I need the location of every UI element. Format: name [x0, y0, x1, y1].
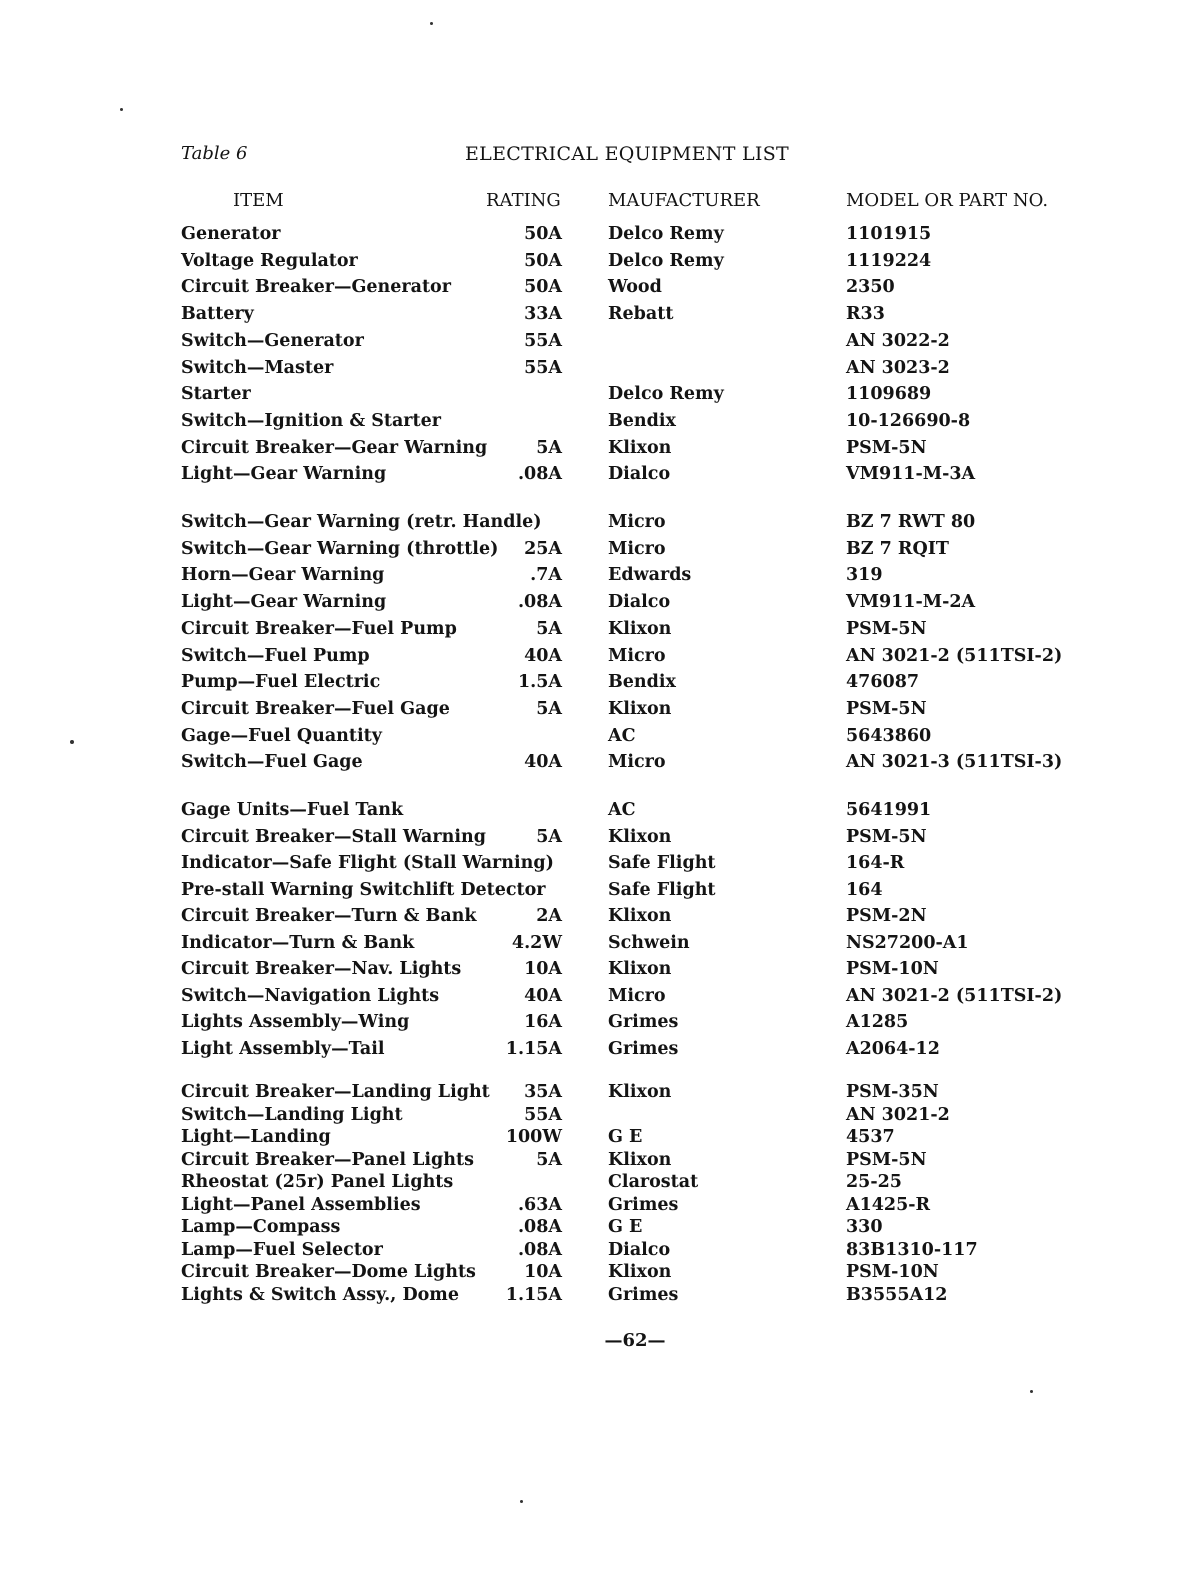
table-row: [0, 959, 1198, 983]
table-row: [0, 800, 1198, 824]
scan-speck: [120, 108, 123, 111]
item-name: Lamp—Compass: [181, 1217, 341, 1237]
item-manufacturer: Klixon: [608, 826, 672, 847]
item-model: AN 3021-3 (511TSI-3): [846, 752, 1063, 773]
item-manufacturer: G E: [608, 1217, 643, 1237]
item-manufacturer: Micro: [608, 752, 666, 773]
table-row: [0, 853, 1198, 877]
item-name: Circuit Breaker—Generator: [181, 277, 451, 298]
table-row: [0, 1195, 1198, 1219]
item-model: A1425-R: [846, 1194, 931, 1215]
item-model: PSM-5N: [846, 698, 927, 719]
table-title: ELECTRICAL EQUIPMENT LIST: [465, 143, 790, 165]
table-row: [0, 1105, 1198, 1129]
item-model: PSM-5N: [846, 437, 927, 458]
column-header-item: ITEM: [233, 190, 284, 211]
item-manufacturer: Edwards: [608, 565, 692, 586]
item-model: AN 3021-2 (511TSI-2): [846, 645, 1063, 666]
item-manufacturer: Grimes: [608, 1194, 679, 1215]
item-manufacturer: Delco Remy: [608, 250, 724, 271]
table-caption: Table 6: [181, 143, 248, 164]
item-model: 330: [846, 1217, 883, 1237]
item-rating: .08A: [517, 1217, 562, 1237]
item-model: A1285: [846, 1012, 909, 1032]
item-model: PSM-10N: [846, 959, 939, 979]
item-name: Switch—Navigation Lights: [181, 985, 440, 1006]
item-model: 2350: [846, 277, 895, 298]
item-name: Light—Gear Warning: [181, 592, 387, 613]
item-manufacturer: Klixon: [608, 618, 672, 639]
item-manufacturer: Delco Remy: [608, 384, 724, 405]
item-name: Light Assembly—Tail: [181, 1038, 385, 1059]
item-rating: 2A: [536, 906, 562, 926]
item-name: Pump—Fuel Electric: [181, 672, 381, 693]
table-row: [0, 827, 1198, 851]
item-rating: .63A: [517, 1194, 562, 1215]
item-model: NS27200-A1: [846, 932, 969, 953]
item-manufacturer: AC: [608, 800, 636, 820]
item-model: AN 3022-2: [846, 330, 950, 351]
item-rating: 10A: [524, 1262, 562, 1282]
item-rating: .08A: [517, 464, 562, 485]
item-model: PSM-35N: [846, 1082, 939, 1102]
table-row: [0, 752, 1198, 776]
item-name: Light—Landing: [181, 1127, 331, 1147]
item-model: AN 3021-2: [846, 1104, 950, 1125]
item-manufacturer: Micro: [608, 512, 666, 532]
item-name: Light—Gear Warning: [181, 464, 387, 485]
item-name: Switch—Generator: [181, 330, 364, 351]
item-name: Switch—Master: [181, 357, 334, 378]
column-header-manufacturer: MAUFACTURER: [608, 190, 760, 211]
item-name: Gage Units—Fuel Tank: [181, 800, 404, 820]
item-manufacturer: Safe Flight: [608, 853, 716, 873]
item-rating: 16A: [524, 1012, 562, 1032]
item-name: Circuit Breaker—Panel Lights: [181, 1149, 474, 1170]
table-row: [0, 726, 1198, 750]
table-row: [0, 304, 1198, 328]
table-row: [0, 1240, 1198, 1264]
item-name: Circuit Breaker—Fuel Pump: [181, 618, 457, 639]
item-manufacturer: Micro: [608, 538, 666, 559]
item-name: Indicator—Safe Flight (Stall Warning): [181, 853, 554, 873]
table-row: [0, 1012, 1198, 1036]
item-model: 25-25: [846, 1172, 902, 1192]
item-model: PSM-10N: [846, 1262, 939, 1282]
table-row: [0, 1262, 1198, 1286]
item-name: Circuit Breaker—Fuel Gage: [181, 698, 450, 719]
item-model: PSM-5N: [846, 826, 927, 847]
item-model: 164-R: [846, 853, 905, 873]
item-name: Circuit Breaker—Stall Warning: [181, 826, 486, 847]
table-row: [0, 224, 1198, 248]
item-model: 164: [846, 879, 883, 900]
item-model: PSM-5N: [846, 1149, 927, 1170]
page-number: —62—: [604, 1330, 666, 1351]
table-row: [0, 438, 1198, 462]
table-row: [0, 565, 1198, 589]
item-rating: 5A: [536, 618, 562, 639]
item-rating: 25A: [524, 538, 562, 559]
column-header-model: MODEL OR PART NO.: [846, 190, 1049, 211]
item-model: BZ 7 RQIT: [846, 538, 949, 559]
item-name: Voltage Regulator: [181, 250, 358, 271]
table-row: [0, 1285, 1198, 1309]
table-row: [0, 933, 1198, 957]
item-manufacturer: Grimes: [608, 1284, 679, 1305]
table-row: [0, 1127, 1198, 1151]
item-name: Circuit Breaker—Landing Light: [181, 1082, 490, 1102]
item-name: Lamp—Fuel Selector: [181, 1239, 383, 1260]
item-name: Circuit Breaker—Gear Warning: [181, 437, 488, 458]
table-row: [0, 277, 1198, 301]
table-row: [0, 619, 1198, 643]
item-rating: 10A: [524, 959, 562, 979]
item-manufacturer: Klixon: [608, 959, 672, 979]
item-manufacturer: Klixon: [608, 1082, 672, 1102]
table-row: [0, 512, 1198, 536]
table-row: [0, 1082, 1198, 1106]
item-rating: 50A: [524, 277, 562, 298]
item-name: Rheostat (25r) Panel Lights: [181, 1172, 454, 1192]
item-rating: 35A: [524, 1082, 562, 1102]
table-row: [0, 251, 1198, 275]
item-manufacturer: Delco Remy: [608, 224, 724, 244]
table-row: [0, 1039, 1198, 1063]
item-manufacturer: G E: [608, 1127, 643, 1147]
item-manufacturer: Klixon: [608, 1262, 672, 1282]
table-row: [0, 986, 1198, 1010]
table-row: [0, 906, 1198, 930]
table-row: [0, 331, 1198, 355]
item-rating: 1.5A: [517, 672, 562, 693]
item-model: A2064-12: [846, 1038, 940, 1059]
item-manufacturer: Schwein: [608, 932, 690, 953]
item-model: 10-126690-8: [846, 410, 971, 431]
item-rating: 50A: [524, 250, 562, 271]
item-manufacturer: Bendix: [608, 410, 676, 431]
item-manufacturer: Klixon: [608, 698, 672, 719]
item-model: B3555A12: [846, 1284, 948, 1305]
item-name: Lights Assembly—Wing: [181, 1012, 410, 1032]
item-model: 4537: [846, 1127, 895, 1147]
item-rating: 4.2W: [511, 932, 562, 953]
item-model: 1101915: [846, 224, 932, 244]
item-manufacturer: Dialco: [608, 464, 671, 485]
item-model: BZ 7 RWT 80: [846, 512, 976, 532]
item-rating: 5A: [536, 437, 562, 458]
table-row: [0, 646, 1198, 670]
scan-speck: [70, 740, 74, 744]
item-name: Switch—Fuel Gage: [181, 752, 363, 773]
item-manufacturer: Clarostat: [608, 1172, 699, 1192]
item-model: PSM-2N: [846, 906, 927, 926]
table-row: [0, 1172, 1198, 1196]
item-model: 1109689: [846, 384, 932, 405]
item-model: VM911-M-2A: [846, 592, 976, 613]
item-name: Switch—Landing Light: [181, 1104, 403, 1125]
item-name: Circuit Breaker—Turn & Bank: [181, 906, 477, 926]
item-name: Gage—Fuel Quantity: [181, 725, 382, 746]
item-name: Battery: [181, 304, 254, 325]
item-name: Switch—Ignition & Starter: [181, 410, 441, 431]
item-manufacturer: Grimes: [608, 1038, 679, 1059]
item-rating: 55A: [524, 1104, 562, 1125]
item-name: Indicator—Turn & Bank: [181, 932, 415, 953]
item-manufacturer: Dialco: [608, 1239, 671, 1260]
scan-speck: [1030, 1390, 1033, 1393]
item-name: Horn—Gear Warning: [181, 565, 385, 586]
item-model: AN 3021-2 (511TSI-2): [846, 985, 1063, 1006]
item-rating: 55A: [524, 330, 562, 351]
table-row: [0, 539, 1198, 563]
item-model: PSM-5N: [846, 618, 927, 639]
item-model: 5641991: [846, 800, 932, 820]
item-name: Switch—Gear Warning (retr. Handle): [181, 512, 542, 532]
item-name: Circuit Breaker—Dome Lights: [181, 1262, 476, 1282]
column-header-rating: RATING: [486, 190, 561, 211]
item-rating: 55A: [524, 357, 562, 378]
item-rating: .7A: [530, 565, 562, 586]
table-row: [0, 672, 1198, 696]
item-name: Lights & Switch Assy., Dome: [181, 1284, 459, 1305]
item-model: R33: [846, 304, 885, 325]
item-model: 83B1310-117: [846, 1239, 978, 1260]
item-rating: 1.15A: [505, 1284, 562, 1305]
item-manufacturer: Micro: [608, 985, 666, 1006]
item-rating: 5A: [536, 826, 562, 847]
table-row: [0, 384, 1198, 408]
scan-speck: [430, 22, 433, 25]
item-model: AN 3023-2: [846, 357, 950, 378]
item-manufacturer: AC: [608, 725, 636, 746]
scan-speck: [520, 1500, 523, 1503]
table-row: [0, 880, 1198, 904]
item-rating: 1.15A: [505, 1038, 562, 1059]
item-manufacturer: Klixon: [608, 1149, 672, 1170]
item-model: 476087: [846, 672, 920, 693]
item-rating: 40A: [524, 645, 562, 666]
item-model: 1119224: [846, 250, 932, 271]
item-model: 5643860: [846, 725, 932, 746]
table-row: [0, 464, 1198, 488]
table-row: [0, 1150, 1198, 1174]
item-rating: 5A: [536, 698, 562, 719]
item-manufacturer: Wood: [608, 277, 662, 298]
item-manufacturer: Grimes: [608, 1012, 679, 1032]
item-name: Generator: [181, 224, 281, 244]
item-name: Switch—Fuel Pump: [181, 645, 370, 666]
item-name: Starter: [181, 384, 251, 405]
table-row: [0, 1217, 1198, 1241]
table-row: [0, 592, 1198, 616]
item-rating: 40A: [524, 985, 562, 1006]
item-rating: .08A: [517, 1239, 562, 1260]
item-rating: .08A: [517, 592, 562, 613]
item-rating: 40A: [524, 752, 562, 773]
item-name: Switch—Gear Warning (throttle): [181, 538, 499, 559]
item-rating: 100W: [505, 1127, 562, 1147]
item-manufacturer: Safe Flight: [608, 879, 716, 900]
item-rating: 5A: [536, 1149, 562, 1170]
item-manufacturer: Rebatt: [608, 304, 674, 325]
item-rating: 50A: [524, 224, 562, 244]
item-rating: 33A: [524, 304, 562, 325]
item-manufacturer: Bendix: [608, 672, 676, 693]
item-manufacturer: Klixon: [608, 906, 672, 926]
table-row: [0, 358, 1198, 382]
item-name: Light—Panel Assemblies: [181, 1194, 421, 1215]
item-model: 319: [846, 565, 883, 586]
item-manufacturer: Klixon: [608, 437, 672, 458]
table-row: [0, 411, 1198, 435]
item-manufacturer: Micro: [608, 645, 666, 666]
item-model: VM911-M-3A: [846, 464, 976, 485]
item-manufacturer: Dialco: [608, 592, 671, 613]
item-name: Circuit Breaker—Nav. Lights: [181, 959, 462, 979]
table-row: [0, 699, 1198, 723]
item-name: Pre-stall Warning Switchlift Detector: [181, 879, 546, 900]
